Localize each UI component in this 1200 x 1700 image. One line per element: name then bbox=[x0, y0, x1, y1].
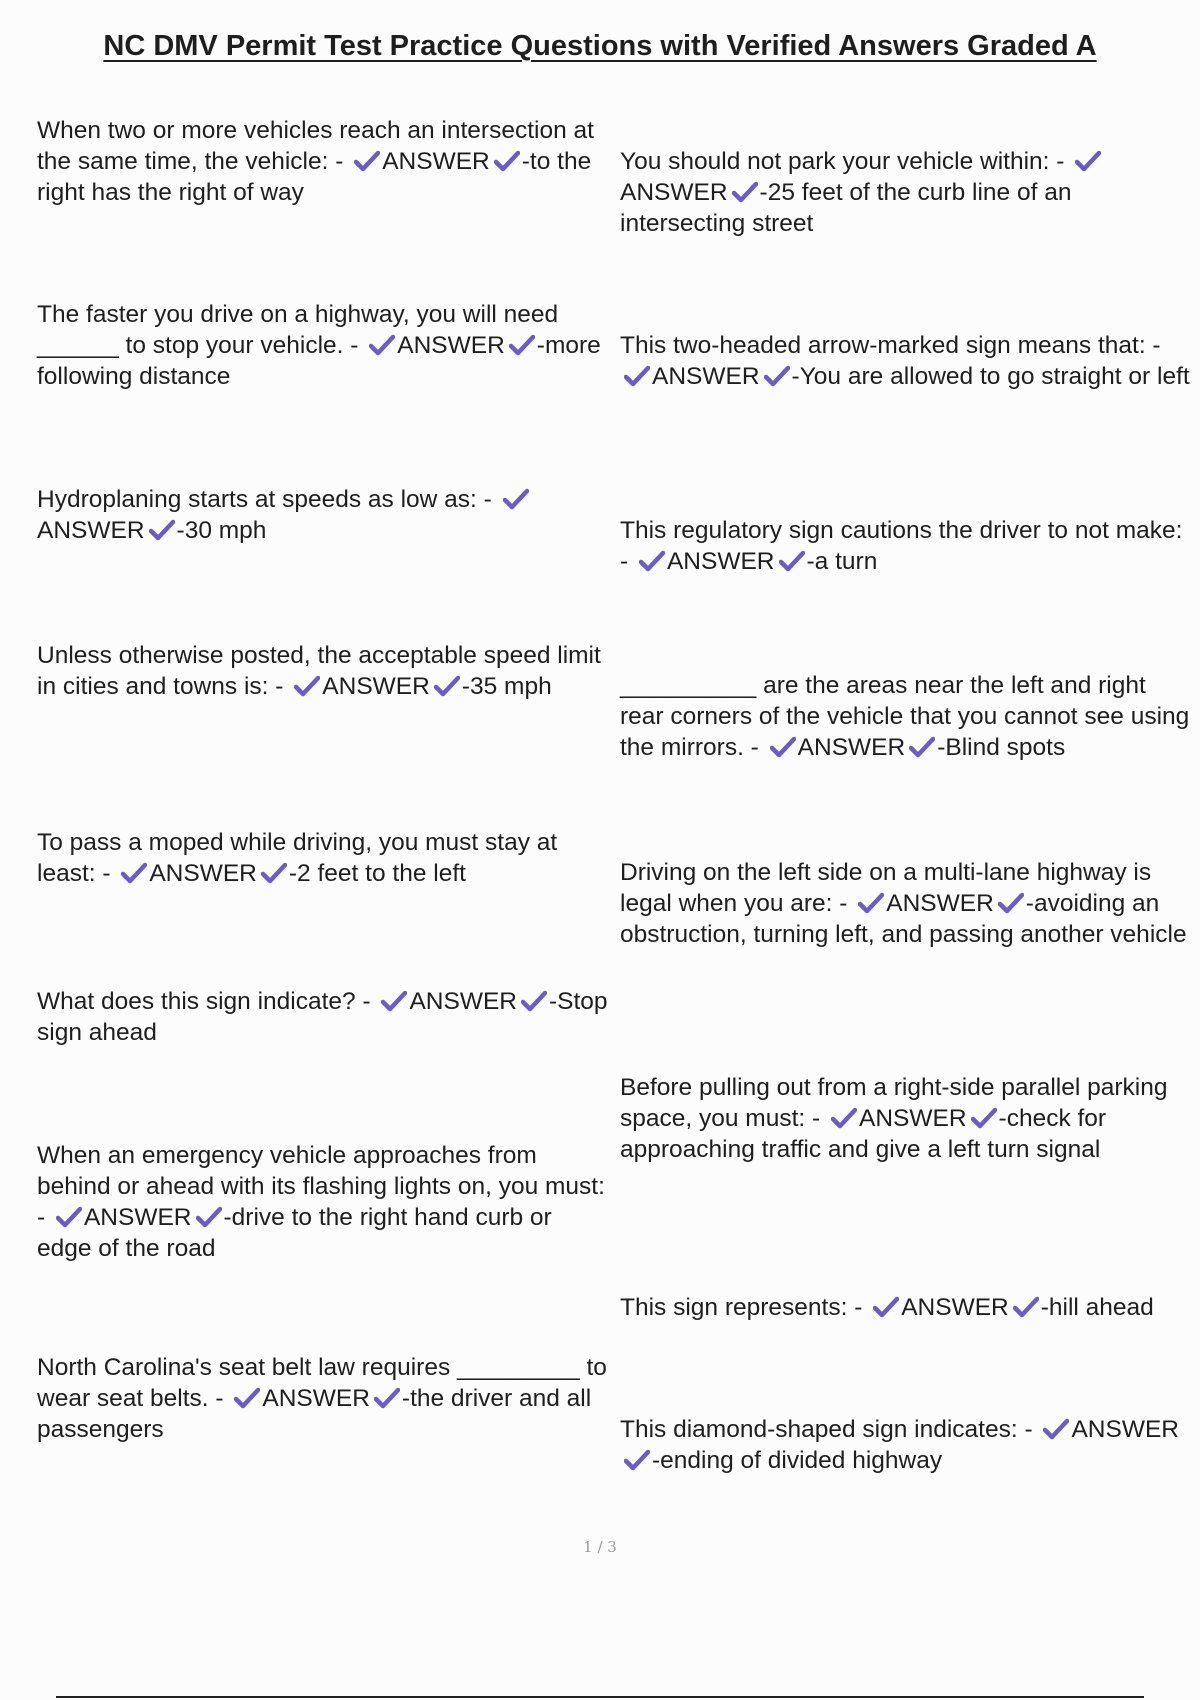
qa-item bbox=[620, 146, 1195, 239]
checkmark-icon bbox=[764, 365, 790, 387]
question-text: The faster you drive on a highway, you will need ______ to stop your vehicle. - bbox=[37, 301, 559, 359]
answer-label: ANSWER bbox=[652, 363, 760, 390]
qa-item bbox=[37, 1352, 612, 1445]
checkmark-icon bbox=[1075, 150, 1101, 172]
answer-text: -to the right has the right of way bbox=[37, 148, 592, 206]
qa-item bbox=[620, 1414, 1195, 1476]
qa-item bbox=[37, 986, 612, 1048]
answer-label: ANSWER bbox=[37, 517, 145, 544]
question-text: What does this sign indicate? - bbox=[37, 988, 378, 1015]
question-text: This regulatory sign cautions the driver to not make: - bbox=[620, 517, 1183, 575]
question-text: This diamond-shaped sign indicates: - bbox=[620, 1416, 1040, 1443]
question-text: Before pulling out from a right-side parallel parking space, you must: - bbox=[620, 1074, 1168, 1132]
qa-item bbox=[37, 640, 612, 702]
qa-item bbox=[620, 515, 1195, 577]
qa-item bbox=[620, 330, 1195, 392]
checkmark-icon bbox=[624, 1449, 650, 1471]
answer-text: -30 mph bbox=[176, 517, 267, 544]
checkmark-icon bbox=[149, 519, 175, 541]
checkmark-icon bbox=[521, 990, 547, 1012]
checkmark-icon bbox=[873, 1296, 899, 1318]
checkmark-icon bbox=[909, 736, 935, 758]
answer-label: ANSWER bbox=[901, 1294, 1009, 1321]
checkmark-icon bbox=[1043, 1418, 1069, 1440]
answer-text: -the driver and all passengers bbox=[37, 1385, 592, 1443]
answer-label: ANSWER bbox=[83, 1204, 192, 1231]
checkmark-icon bbox=[831, 1107, 857, 1129]
checkmark-icon bbox=[1013, 1296, 1039, 1318]
qa-item bbox=[37, 484, 612, 546]
qa-item bbox=[37, 1140, 612, 1264]
qa-item bbox=[37, 827, 612, 889]
answer-text: -more following distance bbox=[37, 332, 601, 390]
answer-text: -35 mph bbox=[461, 673, 552, 700]
answer-label: ANSWER bbox=[1071, 1416, 1179, 1443]
checkmark-icon bbox=[261, 862, 287, 884]
checkmark-icon bbox=[770, 736, 796, 758]
checkmark-icon bbox=[369, 334, 395, 356]
answer-text: -25 feet of the curb line of an intersecting street bbox=[620, 179, 1072, 237]
question-text: This two-headed arrow-marked sign means that: - bbox=[620, 332, 1161, 359]
question-text: You should not park your vehicle within: - bbox=[620, 148, 1072, 175]
answer-text: -drive to the right hand curb or edge of the road bbox=[37, 1204, 552, 1262]
checkmark-icon bbox=[234, 1387, 260, 1409]
page-number: 1 / 3 bbox=[583, 1538, 617, 1556]
checkmark-icon bbox=[354, 150, 380, 172]
checkmark-icon bbox=[294, 675, 320, 697]
answer-label: ANSWER bbox=[886, 890, 994, 917]
checkmark-icon bbox=[971, 1107, 997, 1129]
answer-label: ANSWER bbox=[858, 1105, 967, 1132]
qa-item bbox=[620, 670, 1195, 763]
checkmark-icon bbox=[494, 150, 520, 172]
answer-text: -a turn bbox=[806, 548, 878, 575]
checkmark-icon bbox=[624, 365, 650, 387]
checkmark-icon bbox=[381, 990, 407, 1012]
checkmark-icon bbox=[196, 1206, 222, 1228]
checkmark-icon bbox=[56, 1206, 82, 1228]
qa-item bbox=[620, 1292, 1195, 1323]
answer-label: ANSWER bbox=[797, 734, 906, 761]
answer-label: ANSWER bbox=[620, 179, 728, 206]
answer-text: -check for approaching traffic and give a left turn signal bbox=[620, 1105, 1107, 1163]
answer-label: ANSWER bbox=[382, 148, 490, 175]
answer-text: -You are allowed to go straight or left bbox=[791, 363, 1190, 390]
qa-item bbox=[620, 1072, 1195, 1165]
checkmark-icon bbox=[509, 334, 535, 356]
question-text: This sign represents: - bbox=[620, 1294, 870, 1321]
question-text: Driving on the left side on a multi-lane highway is legal when you are: - bbox=[620, 859, 1152, 917]
question-text: When two or more vehicles reach an intersection at the same time, the vehicle: - bbox=[37, 117, 594, 175]
checkmark-icon bbox=[858, 892, 884, 914]
answer-label: ANSWER bbox=[262, 1385, 370, 1412]
checkmark-icon bbox=[434, 675, 460, 697]
checkmark-icon bbox=[998, 892, 1024, 914]
checkmark-icon bbox=[639, 550, 665, 572]
checkmark-icon bbox=[503, 488, 529, 510]
answer-label: ANSWER bbox=[397, 332, 505, 359]
checkmark-icon bbox=[732, 181, 758, 203]
answer-text: -hill ahead bbox=[1040, 1294, 1154, 1321]
checkmark-icon bbox=[779, 550, 805, 572]
qa-item bbox=[620, 857, 1195, 950]
footer-divider bbox=[56, 1696, 1144, 1698]
question-text: __________ are the areas near the left and right rear corners of the vehicle that you cannot see using the mirrors. - bbox=[620, 672, 1190, 761]
answer-text: -ending of divided highway bbox=[652, 1447, 943, 1474]
question-text: To pass a moped while driving, you must stay at least: - bbox=[37, 829, 558, 887]
qa-item bbox=[37, 299, 612, 392]
qa-item bbox=[37, 115, 612, 208]
question-text: Unless otherwise posted, the acceptable speed limit in cities and towns is: - bbox=[37, 642, 601, 700]
document-title: NC DMV Permit Test Practice Questions with Verified Answers Graded A bbox=[103, 30, 1097, 62]
answer-label: ANSWER bbox=[322, 673, 430, 700]
question-text: Hydroplaning starts at speeds as low as: - bbox=[37, 486, 499, 513]
question-text: When an emergency vehicle approaches from behind or ahead with its flashing lights on, you must: - bbox=[37, 1142, 605, 1231]
answer-text: -Blind spots bbox=[937, 734, 1066, 761]
checkmark-icon bbox=[374, 1387, 400, 1409]
checkmark-icon bbox=[121, 862, 147, 884]
answer-label: ANSWER bbox=[409, 988, 517, 1015]
answer-text: -avoiding an obstruction, turning left, and passing another vehicle bbox=[620, 890, 1187, 948]
answer-label: ANSWER bbox=[149, 860, 257, 887]
answer-text: -Stop sign ahead bbox=[37, 988, 608, 1046]
answer-label: ANSWER bbox=[666, 548, 775, 575]
question-text: North Carolina's seat belt law requires _________ to wear seat belts. - bbox=[37, 1354, 607, 1412]
answer-text: -2 feet to the left bbox=[288, 860, 466, 887]
